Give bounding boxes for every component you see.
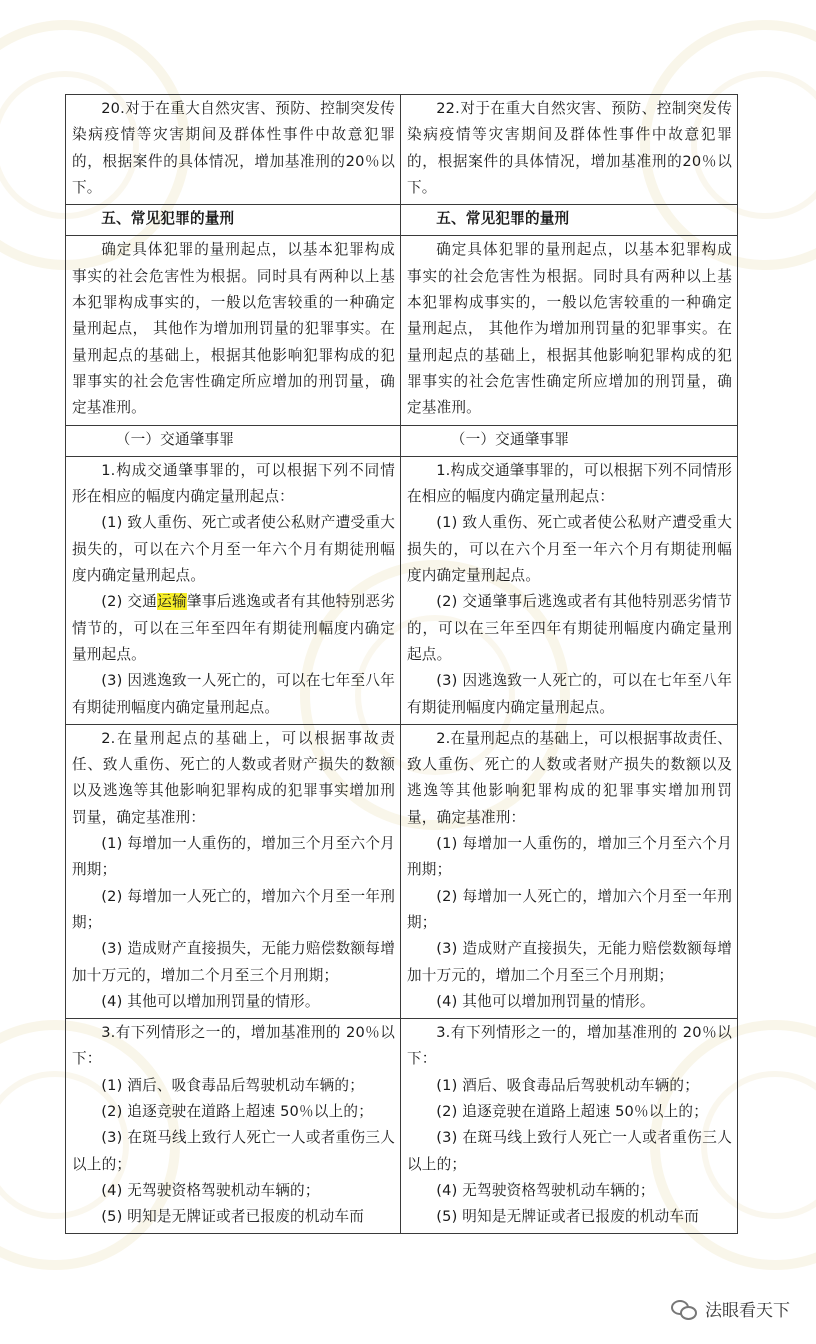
paragraph: (2) 交通肇事后逃逸或者有其他特别恶劣情节的，可以在三年至四年有期徒刑幅度内确定量刑起点。: [407, 593, 732, 663]
paragraph: (3) 造成财产直接损失，无能力赔偿数额每增加十万元的，增加二个月至三个月刑期；: [72, 940, 395, 984]
subheading-text: （一）交通肇事罪: [450, 430, 570, 448]
paragraph: 1.构成交通肇事罪的，可以根据下列不同情形在相应的幅度内确定量刑起点：: [72, 461, 395, 506]
right-cell: [401, 95, 738, 205]
paragraph: (2) 追逐竞驶在道路上超速 50％以上的；: [101, 1102, 374, 1120]
paragraph: (4) 其他可以增加刑罚量的情形。: [436, 992, 655, 1010]
paragraph: (3) 因逃逸致一人死亡的，可以在七年至八年有期徒刑幅度内确定量刑起点。: [72, 672, 395, 716]
paragraph: 22.对于在重大自然灾害、预防、控制突发传染病疫情等灾害期间及群体性事件中故意犯罪的，根据案件的具体情况，增加基准刑的20％以下。: [407, 100, 732, 196]
table-row: [66, 205, 738, 236]
paragraph: 3.有下列情形之一的，增加基准刑的 20％以下：: [72, 1024, 395, 1068]
right-cell: [401, 236, 738, 425]
subsection-heading: [401, 425, 738, 456]
subheading-text: （一）交通肇事罪: [115, 430, 235, 448]
paragraph: 2.在量刑起点的基础上，可以根据事故责任、致人重伤、死亡的人数或者财产损失的数额以及逃逸等其他影响犯罪构成的犯罪事实增加刑罚量，确定基准刑：: [72, 729, 395, 826]
paragraph: (3) 在斑马线上致行人死亡一人或者重伤三人以上的；: [407, 1129, 732, 1173]
paragraph: 确定具体犯罪的量刑起点，以基本犯罪构成事实的社会危害性为根据。同时具有两种以上基本犯罪构成事实的，一般以危害较重的一种确定量刑起点， 其他作为增加刑罚量的犯罪事实。在量刑起点的基础上，根据其他影响犯罪构成的犯罪事实的社会危害性确定所应增加的刑罚量，确定基准刑。: [407, 241, 732, 417]
paragraph: 1.构成交通肇事罪的，可以根据下列不同情形在相应的幅度内确定量刑起点：: [407, 461, 732, 506]
paragraph: (2) 每增加一人死亡的，增加六个月至一年刑期；: [72, 887, 395, 931]
paragraph: (2) 每增加一人死亡的，增加六个月至一年刑期；: [407, 887, 732, 931]
table-row: [66, 236, 738, 425]
paragraph: (4) 无驾驶资格驾驶机动车辆的；: [436, 1181, 655, 1199]
section-heading: [66, 205, 401, 236]
wechat-account-watermark: [671, 1296, 790, 1321]
paragraph: (1) 每增加一人重伤的，增加三个月至六个月刑期；: [407, 835, 732, 879]
highlighted-paragraph: (2) 交通运输肇事后逃逸或者有其他特别恶劣情节的，可以在三年至四年有期徒刑幅度内确定量刑起点。: [72, 593, 395, 663]
paragraph: (3) 造成财产直接损失，无能力赔偿数额每增加十万元的，增加二个月至三个月刑期；: [407, 940, 732, 984]
paragraph: (1) 酒后、吸食毒品后驾驶机动车辆的；: [436, 1076, 699, 1094]
right-cell: [401, 1019, 738, 1234]
left-cell: [66, 724, 401, 1018]
heading-text: 五、常见犯罪的量刑: [436, 210, 570, 228]
paragraph: 3.有下列情形之一的，增加基准刑的 20％以下：: [407, 1024, 732, 1068]
paragraph: (5) 明知是无牌证或者已报废的机动车而: [436, 1208, 699, 1226]
table-row: [66, 456, 738, 724]
paragraph: (3) 因逃逸致一人死亡的，可以在七年至八年有期徒刑幅度内确定量刑起点。: [407, 672, 732, 716]
subsection-heading: [66, 425, 401, 456]
left-cell: [66, 456, 401, 724]
paragraph: (3) 在斑马线上致行人死亡一人或者重伤三人以上的；: [72, 1129, 395, 1173]
section-heading: [401, 205, 738, 236]
paragraph: (1) 每增加一人重伤的，增加三个月至六个月刑期；: [72, 835, 395, 879]
paragraph: (2) 追逐竞驶在道路上超速 50％以上的；: [436, 1102, 709, 1120]
paragraph: (1) 酒后、吸食毒品后驾驶机动车辆的；: [101, 1076, 364, 1094]
account-name: 法眼看天下: [705, 1301, 790, 1321]
right-cell: [401, 456, 738, 724]
paragraph: 确定具体犯罪的量刑起点，以基本犯罪构成事实的社会危害性为根据。同时具有两种以上基本犯罪构成事实的，一般以危害较重的一种确定量刑起点， 其他作为增加刑罚量的犯罪事实。在量刑起点的基础上，根据其他影响犯罪构成的犯罪事实的社会危害性确定所应增加的刑罚量，确定基准刑。: [72, 241, 395, 417]
left-cell: [66, 1019, 401, 1234]
left-cell: [66, 95, 401, 205]
table-row: [66, 1019, 738, 1234]
heading-text: 五、常见犯罪的量刑: [101, 210, 235, 228]
highlighted-word: 运输: [157, 593, 187, 611]
left-cell: [66, 236, 401, 425]
paragraph: 20.对于在重大自然灾害、预防、控制突发传染病疫情等灾害期间及群体性事件中故意犯罪的，根据案件的具体情况，增加基准刑的20％以下。: [72, 100, 395, 196]
paragraph: (1) 致人重伤、死亡或者使公私财产遭受重大损失的，可以在六个月至一年六个月有期徒刑幅度内确定量刑起点。: [407, 514, 732, 585]
table-row: [66, 425, 738, 456]
paragraph: 2.在量刑起点的基础上，可以根据事故责任、致人重伤、死亡的人数或者财产损失的数额以及逃逸等其他影响犯罪构成的犯罪事实增加刑罚量，确定基准刑：: [407, 729, 732, 826]
comparison-table: [65, 94, 738, 1234]
paragraph: (5) 明知是无牌证或者已报废的机动车而: [101, 1208, 364, 1226]
paragraph: (4) 无驾驶资格驾驶机动车辆的；: [101, 1181, 320, 1199]
table-row: [66, 95, 738, 205]
paragraph: (1) 致人重伤、死亡或者使公私财产遭受重大损失的，可以在六个月至一年六个月有期徒刑幅度内确定量刑起点。: [72, 514, 395, 585]
table-row: [66, 724, 738, 1018]
right-cell: [401, 724, 738, 1018]
paragraph: (4) 其他可以增加刑罚量的情形。: [101, 992, 320, 1010]
wechat-icon: [671, 1298, 697, 1320]
